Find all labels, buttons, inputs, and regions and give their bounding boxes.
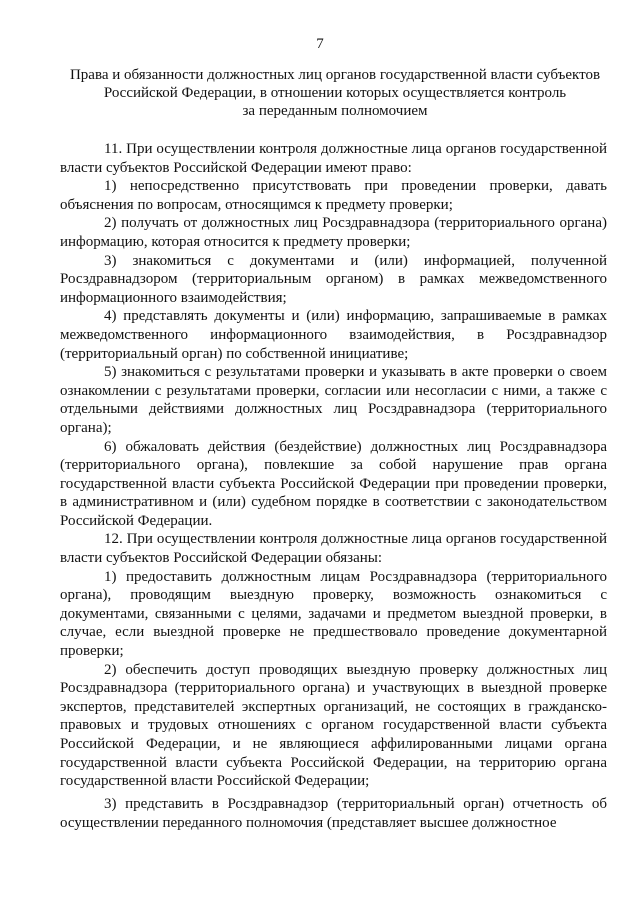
body-text-continued — [60, 795, 607, 832]
paragraph-11-intro: 11. При осуществлении контроля должностные лица органов государственной власти субъектов Российской Федерации имеют право: — [60, 141, 607, 176]
section-heading — [60, 66, 610, 120]
page-number: 7 — [316, 36, 324, 52]
paragraph-12-item-1: 1) предоставить должностным лицам Росздравнадзора (территориального органа), проводящим выездную проверку, возможность ознакомиться с документами, связанными с целями, задачами и предметом выездной проверки, в случае, если выездной проверке не предшествовало проведение документарной проверки; — [60, 568, 607, 660]
paragraph-11-item-2: 2) получать от должностных лиц Росздравнадзора (территориального органа) информацию, которая относится к предмету проверки; — [60, 215, 607, 250]
heading-line: Права и обязанности должностных лиц органов государственной власти субъектов — [69, 67, 601, 83]
paragraph-12-item-2: 2) обеспечить доступ проводящих выездную проверку должностных лиц Росздравнадзора (территориального органа) и участвующих в выездной проверке экспертов, представителей экспертных организаций, не состоящих в гражданско-правовых и трудовых отношениях с органом государственной власти субъекта Российской Федерации, и не являющиеся аффилированными лицами органа государственной власти субъекта Российской Федерации, на территорию органа государственной власти Российской Федерации; — [60, 661, 607, 790]
heading-line: за переданным полномочием — [242, 103, 428, 119]
paragraph-11-item-1: 1) непосредственно присутствовать при проведении проверки, давать объяснения по вопросам, относящимся к предмету проверки; — [60, 178, 607, 213]
body-text — [60, 140, 607, 791]
paragraph-12-intro: 12. При осуществлении контроля должностные лица органов государственной власти субъектов Российской Федерации обязаны: — [60, 531, 607, 567]
paragraph-11-item-6: 6) обжаловать действия (бездействие) должностных лиц Росздравнадзора (территориального органа), повлекшие за собой нарушение прав органа государственной власти субъекта Российской Федерации при проведении проверки, в административном и (или) судебном порядке в соответствии с законодательством Российской Федерации. — [60, 438, 607, 529]
heading-line: Российской Федерации, в отношении которых осуществляется контроль — [103, 85, 567, 101]
paragraph-11-item-3: 3) знакомиться с документами и (или) информацией, полученной Росздравнадзором (территориальным органом) в рамках межведомственного информационного взаимодействия; — [60, 252, 607, 306]
paragraph-11-item-4: 4) представлять документы и (или) информацию, запрашиваемые в рамках межведомственного информационного взаимодействия, в Росздравнадзор (территориальный орган) по собственной инициативе; — [60, 308, 607, 362]
paragraph-12-item-3: 3) представить в Росздравнадзор (территориальный орган) отчетность об осуществлении переданного полномочия (представляет высшее должностное — [60, 796, 607, 831]
paragraph-11-item-5: 5) знакомиться с результатами проверки и указывать в акте проверки о своем ознакомлении с результатами проверки, согласии или несогласии с ними, а также с отдельными действиями должностных лиц Росздравнадзора (территориального органа); — [60, 364, 607, 436]
